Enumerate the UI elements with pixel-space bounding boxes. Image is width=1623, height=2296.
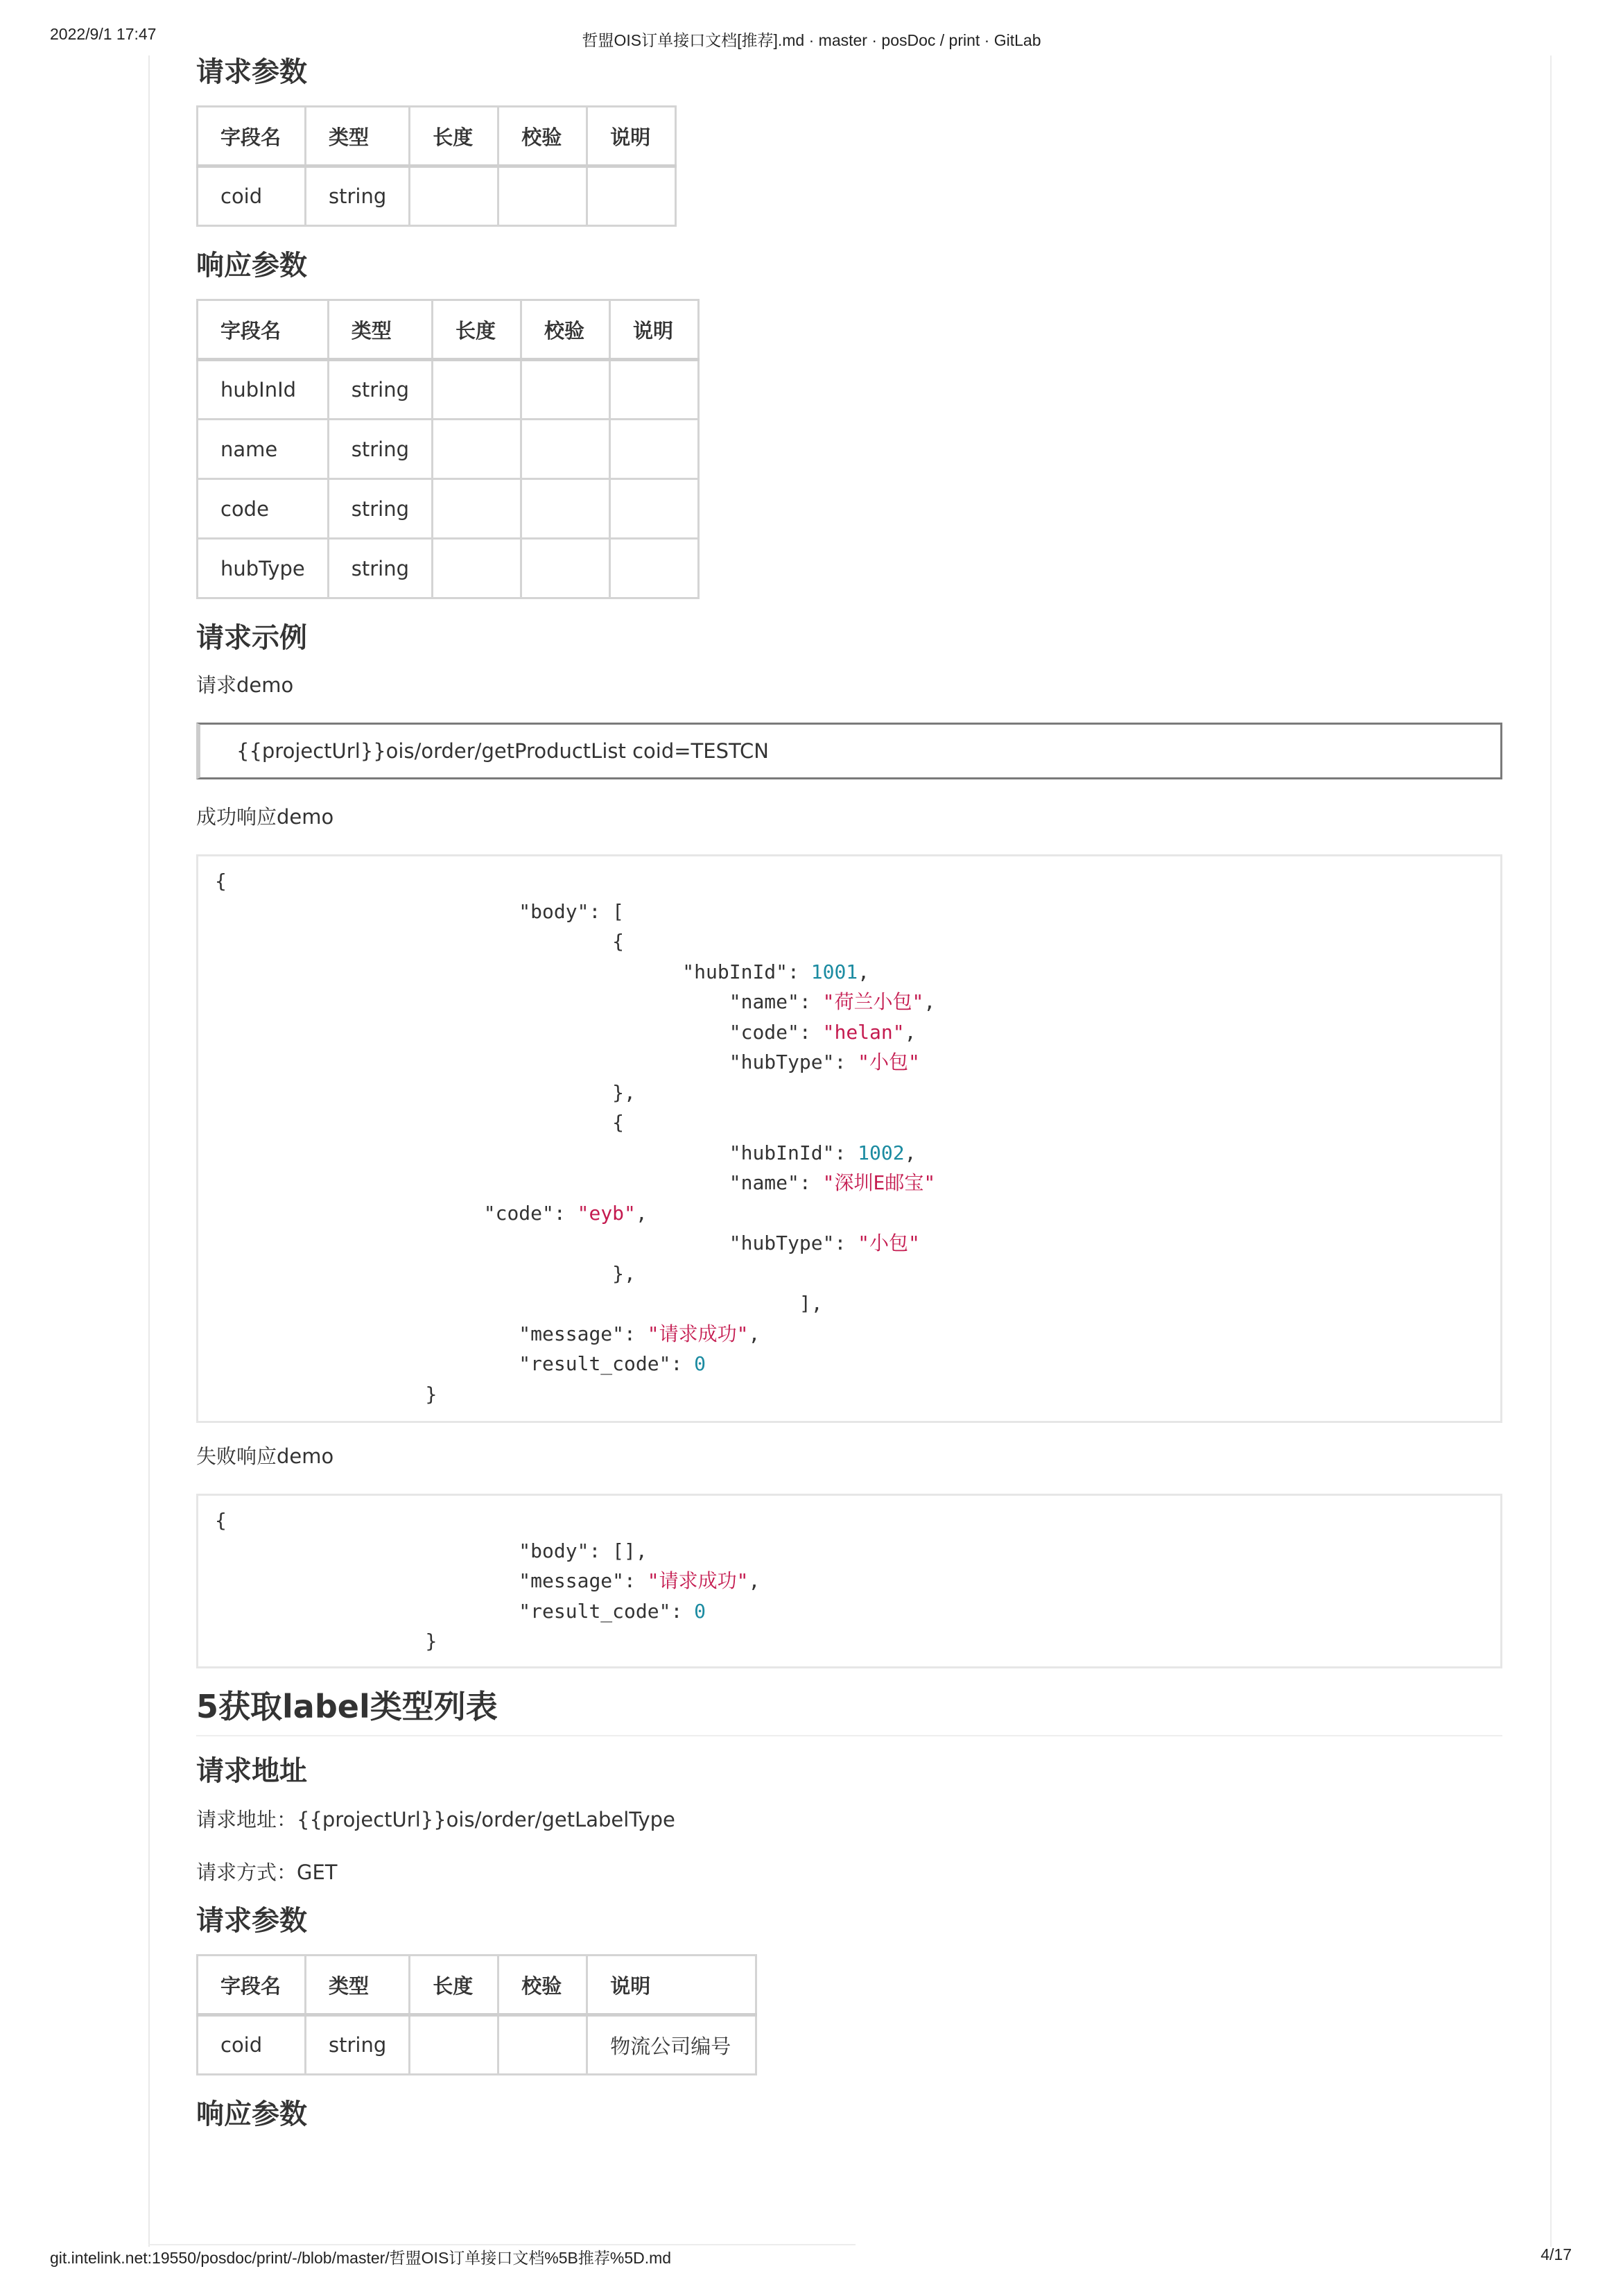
cell-validate (521, 360, 610, 420)
code-token: "hubType" (729, 1232, 835, 1254)
cell-length (433, 420, 521, 479)
code-number: 0 (694, 1599, 706, 1623)
response-params-heading: 响应参数 (196, 250, 307, 282)
request-params-table (196, 105, 677, 227)
response-params-heading-2: 响应参数 (196, 2098, 307, 2130)
cell-length (433, 479, 521, 539)
page-frame-right (1550, 55, 1552, 2247)
cell-type: string (306, 2015, 410, 2075)
col-field-name: 字段名 (198, 300, 329, 360)
code-string: "请求成功" (647, 1569, 749, 1592)
code-string: "深圳E邮宝" (822, 1171, 936, 1194)
code-token: ], (799, 1292, 823, 1315)
code-token: } (425, 1630, 437, 1652)
code-token: "code" (729, 1020, 799, 1044)
page-frame-left (148, 55, 150, 2247)
table-row (198, 479, 699, 539)
col-desc: 说明 (587, 1956, 756, 2015)
cell-length (433, 539, 521, 598)
table-header-row (198, 1956, 756, 2015)
code-token: }, (612, 1080, 636, 1104)
cell-field: coid (198, 2015, 306, 2075)
cell-validate (521, 479, 610, 539)
code-token: "body": [], (519, 1539, 648, 1562)
col-validate: 校验 (498, 107, 587, 166)
request-address-text: 请求地址：{{projectUrl}}ois/order/getLabelType (196, 1808, 675, 1831)
cell-validate (498, 2015, 587, 2075)
request-demo-box: {{projectUrl}}ois/order/getProductList coid=TESTCN (196, 723, 1502, 779)
code-string: "小包" (858, 1051, 920, 1073)
table-header-row (198, 300, 699, 360)
cell-type: string (328, 360, 432, 420)
request-params-heading: 请求参数 (196, 56, 307, 88)
print-date: 2022/9/1 17:47 (50, 25, 157, 43)
code-token: { (612, 1111, 625, 1134)
code-string: "荷兰小包" (822, 990, 924, 1013)
success-response-code: { "body": [ { "hubInId": 1001, "name": "荷兰小包", "code": "helan", "hubType": "小包" }, { "hubInId": 1002, "name": "深圳E邮宝" "code": "eyb", "hubType": "小包" }, ], "message": "请求成功", "result_code": 0 } (196, 854, 1502, 1423)
code-number: 1001 (810, 960, 858, 983)
code-token: "hubInId" (729, 1141, 835, 1164)
cell-field: coid (198, 166, 306, 226)
code-token: { (215, 870, 227, 892)
cell-desc (587, 166, 676, 226)
response-params-table (196, 299, 700, 599)
code-number: 1002 (858, 1141, 905, 1164)
print-footer (0, 2245, 1623, 2273)
cell-length (410, 2015, 498, 2075)
code-token: "message" (519, 1569, 625, 1592)
code-token: : [ (589, 899, 625, 923)
code-token: "hubType" (729, 1051, 835, 1073)
request-example-heading: 请求示例 (196, 622, 307, 654)
code-token: "result_code" (519, 1352, 671, 1375)
page-number: 4/17 (1540, 2245, 1572, 2263)
success-demo-label: 成功响应demo (196, 805, 334, 829)
table-row (198, 2015, 756, 2075)
request-address-heading: 请求地址 (196, 1755, 307, 1787)
cell-desc: 物流公司编号 (587, 2015, 756, 2075)
col-field-name: 字段名 (198, 1956, 306, 2015)
col-length: 长度 (433, 300, 521, 360)
col-type: 类型 (328, 300, 432, 360)
document-content (196, 49, 1502, 2134)
code-token: "message" (519, 1322, 625, 1345)
code-token: "result_code" (519, 1599, 671, 1623)
cell-type: string (328, 420, 432, 479)
col-length: 长度 (410, 107, 498, 166)
fail-response-code: { "body": [], "message": "请求成功", "result_code": 0 } (196, 1494, 1502, 1668)
print-title: 哲盟OIS订单接口文档[推荐].md · master · posDoc / print · GitLab (582, 31, 1041, 49)
cell-validate (498, 166, 587, 226)
code-string: "小包" (858, 1232, 920, 1254)
cell-validate (521, 420, 610, 479)
code-string: "请求成功" (647, 1322, 749, 1345)
code-token: "body" (519, 899, 589, 923)
code-token: } (425, 1382, 437, 1406)
code-string: "helan" (822, 1020, 905, 1044)
cell-desc (610, 360, 699, 420)
table-row (198, 360, 699, 420)
code-token: { (612, 930, 625, 953)
col-validate: 校验 (521, 300, 610, 360)
request-params-table-2 (196, 1954, 757, 2075)
section-heading-label-types: 5获取label类型列表 (196, 1684, 1502, 1736)
fail-demo-label: 失败响应demo (196, 1444, 334, 1468)
cell-field: hubType (198, 539, 329, 598)
cell-desc (610, 479, 699, 539)
col-validate: 校验 (498, 1956, 587, 2015)
cell-desc (610, 420, 699, 479)
col-type: 类型 (306, 107, 410, 166)
print-url: git.intelink.net:19550/posdoc/print/-/blob/master/哲盟OIS订单接口文档%5B推荐%5D.md (50, 2249, 672, 2267)
request-params-heading-2: 请求参数 (196, 1905, 307, 1937)
cell-length (433, 360, 521, 420)
cell-validate (521, 539, 610, 598)
table-row (198, 420, 699, 479)
request-method-text: 请求方式：GET (196, 1861, 338, 1884)
code-number: 0 (694, 1352, 706, 1375)
code-token: "name" (729, 1171, 799, 1194)
table-header-row (198, 107, 676, 166)
code-token: "hubInId" (682, 960, 788, 983)
table-row (198, 539, 699, 598)
code-token: }, (612, 1261, 636, 1285)
cell-desc (610, 539, 699, 598)
cell-type: string (306, 166, 410, 226)
cell-field: name (198, 420, 329, 479)
col-desc: 说明 (610, 300, 699, 360)
table-row (198, 166, 676, 226)
code-token: "code" (483, 1201, 554, 1225)
cell-type: string (328, 479, 432, 539)
col-field-name: 字段名 (198, 107, 306, 166)
cell-length (410, 166, 498, 226)
code-string: "eyb" (577, 1201, 636, 1225)
col-desc: 说明 (587, 107, 676, 166)
col-length: 长度 (410, 1956, 498, 2015)
cell-field: hubInId (198, 360, 329, 420)
cell-field: code (198, 479, 329, 539)
col-type: 类型 (306, 1956, 410, 2015)
request-demo-label: 请求demo (196, 673, 294, 697)
code-token: "name" (729, 990, 799, 1013)
cell-type: string (328, 539, 432, 598)
code-token: { (215, 1509, 227, 1532)
